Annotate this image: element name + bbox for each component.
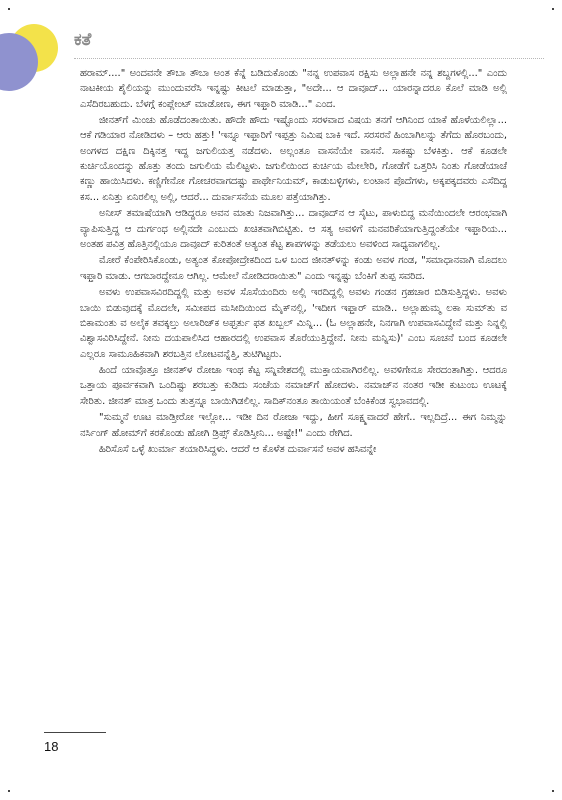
paragraph: ಹಿಂದೆ ಯಾವೊತ್ತೂ ಜೀನತ್‌ಳ ರೋಜಾ ಇಂಥ ಕೆಟ್ಟ ಸನ್ನಿವೇಶದಲ್ಲಿ ಮುಕ್ತಾಯವಾಗಿರಲಿಲ್ಲ. ಅವಳಿಗೇನೂ ಸೇರದಂತಾಗಿತ್ತು. ಆದರೂ ಒತ್ತಾಯ ಪೂರ್ವಕವಾಗಿ ಒಂದಿಷ್ಟು ಶರಬತ್ತು ಕುಡಿದು ಸಂಜೆಯ ನಮಾಜ್‌ಗೆ ಹೋದಳು. ನಮಾಜ್‌ನ ನಂತರ ಇಡೀ ಕುಟುಂಬ ಊಟಕ್ಕೆ ಸೇರಿತು. ಜೀನತ್ ಮಾತ್ರ ಒಂದು ತುತ್ತನ್ನೂ ಬಾಯಿಗಿಡಲಿಲ್ಲ. ಸಾದಿಕ್‌ನಂತೂ ತಾಯಿಯಂತೆ ಬೆಂಕಿಕೆಂಡ ಸ್ವಭಾವದಲ್ಲಿ. (80, 365, 507, 407)
paragraph: ಮೋರೆ ಕೆಂಪೇರಿಸಿಕೊಂಡು, ಅತ್ಯಂತ ಕೋಪೋದ್ರೇಕದಿಂದ ಒಳ ಬಂದ ಜೀನತ್‌ಳನ್ನು ಕಂಡು ಅವಳ ಗಂಡ, "ಸಮಾಧಾನವಾಗಿ ಮೊದಲು ಇಫ್ತಾರಿ ಮಾಡು. ಆಗಬಾರದ್ದೇನೂ ಆಗಿಲ್ಲ. ಆಮೇಲೆ ನೋಡಿದರಾಯಿತು" ಎಂದು ಇನ್ನಷ್ಟು ಬೆಂಕಿಗೆ ತುಪ್ಪ ಸವರಿದ. (80, 255, 507, 282)
paragraph: ಅವಳು ಉಪವಾಸವಿರದಿದ್ದಲ್ಲಿ ಮತ್ತು ಅವಳ ಸೊಸೆಯಂದಿರು ಅಲ್ಲಿ ಇರದಿದ್ದಲ್ಲಿ ಅವಳು ಗಂಡನ ಗ್ರಹಚಾರ ಬಿಡಿಸುತ್ತಿದ್ದಳು. ಅವಳು ಬಾಯಿ ಬಿಡುವುದಕ್ಕೆ ಮೊದಲೇ, ಸಮೀಪದ ಮಸೀದಿಯಿಂದ ಮೈಕ್‌ನಲ್ಲಿ, 'ಇದೀಗ ಇಫ್ತಾರ್ ಮಾಡಿ.. ಅಲ್ಲಾಹುಮ್ಮ ಲಕಾ ಸುಮ್‌ತು ವ ಬಿಕಾಮಂತು ವ ಅಲೈಕ ತವಕ್ಕಲ್ತು ಅಲಾರಿಜ್‌ಕ ಅಫ್ತರ್ತು ಫತ ಖಬ್ಬಲ್ ಮಿನ್ನಿ... (ಓ ಅಲ್ಲಾಹನೇ, ನಿನಗಾಗಿ ಉಪವಾಸವಿದ್ದೇನೆ ಮತ್ತು ನಿನ್ನಲ್ಲಿ ವಿಶ್ವಾಸವಿರಿಸಿದ್ದೇನೆ. ನೀನು ದಯಪಾಲಿಸಿದ ಆಹಾರದಲ್ಲಿ ಉಪವಾಸ ತೊರೆಯುತ್ತಿದ್ದೇನೆ. ನೀನು ಮನ್ನಿಸು)' ಎಂಬ ಸೂಚನೆ ಬಂದ ಕೂಡಲೇ ಎಲ್ಲರೂ ಸಾಮೂಹಿಕವಾಗಿ ಶರಬತ್ತಿನ ಲೋಟವನ್ನೆತ್ತಿ, ತುಟಿಗಿಟ್ಟರು. (80, 287, 507, 360)
header-dotted-rule (74, 58, 544, 59)
crop-mark (552, 8, 554, 10)
article-body (80, 66, 507, 459)
crop-mark (552, 790, 554, 792)
crop-mark (8, 790, 10, 792)
footer-rule (44, 732, 106, 733)
paragraph: ಅನೀಸ್ ತಮಾಷೆಯಾಗಿ ಆಡಿದ್ದರೂ ಅವನ ಮಾತು ನಿಜವಾಗಿತ್ತು... ದಾವೂದ್‌ನ ಆ ಸೈಟು, ಪಾಳುಬಿದ್ದ ಮನೆಯಿಂದಲೇ ಆರಂಭವಾಗಿ ವ್ಯಾಪಿಸುತ್ತಿದ್ದ ಆ ದುರ್ಗಂಧ ಅಲ್ಲಿನದೇ ಎಂಬುದು ಖಚಿತವಾಗಿಬಿಟ್ಟಿತು. ಆ ಸತ್ಯ ಅವಳಿಗೆ ಮನವರಿಕೆಯಾಗುತ್ತಿದ್ದಂತೆಯೇ ಇಫ್ತಾರಿಯ... ಅಂತಹ ಪವಿತ್ರ ಹೊತ್ತಿನಲ್ಲಿಯೂ ದಾವೂದ್ ಕುರಿತಂತೆ ಅತ್ಯಂತ ಕೆಟ್ಟ ಶಾಪಗಳನ್ನು ತಡೆಯಲು ಅವಳಿಂದ ಸಾಧ್ಯವಾಗಲಿಲ್ಲ. (80, 208, 507, 250)
paragraph: ಜೀನತ್‌ಗೆ ಮಿಂಚು ಹೊಡೆದಂತಾಯಿತು. ಹೌದೇ ಹೌದು ಇಷ್ಟೊಂದು ಸರಳವಾದ ವಿಷಯ ತನಗೆ ಆಗಿನಿಂದ ಯಾಕೆ ಹೊಳೆಯಲಿಲ್ಲಾ... ಆಕೆ ಗಡಿಯಾರ ನೋಡಿದಳು – ಆರು ಹತ್ತು! 'ಇನ್ನೂ ಇಫ್ತಾರಿಗೆ ಇಪ್ಪತ್ತು ನಿಮಿಷ ಬಾಕಿ ಇದೆ. ಸರಸರನೆ ಹಿಂಬಾಗಿಲನ್ನು ತೆಗೆದು ಹೊರಬಂದು, ಅಂಗಳದ ದಕ್ಷಿಣ ದಿಕ್ಕಿನತ್ತ ಇದ್ದ ಜಗುಲಿಯತ್ತ ನಡೆದಳು. ಅಲ್ಲಂತೂ ವಾಸನೆಯೇ ವಾಸನೆ. ಸಾಕಷ್ಟು ಬೆಳಕಿತ್ತು. ಆಕೆ ಕೂಡಲೇ ಕುರ್ಚಿಯೊಂದನ್ನು ಹೊತ್ತು ತಂದು ಜಗುಲಿಯ ಮೆಲಿಟ್ಟಳು. ಜಗುಲಿಯಿಂದ ಕುರ್ಚಿಯ ಮೇಲೇರಿ, ಗೋಡೆಗೆ ಒತ್ತರಿಸಿ ನಿಂತು ಗೋಡೆಯಾಚೆ ಕಣ್ಣು ಹಾಯಿಸಿದಳು. ಕಣ್ಣಿಗೇನೋ ಗೋಚರವಾಗದಷ್ಟು ಪಾರ್ಥೇನಿಯಮ್, ಕಾಡುಬಳ್ಳಿಗಳು, ಲಂಟಾನ ಪೊದೆಗಳು, ಅಕ್ಕಪಕ್ಕದವರು ಎಸೆದಿದ್ದ ಕಸ... ಏನಿತ್ತು ಏನಿರಲಿಲ್ಲ ಅಲ್ಲಿ, ಆದರೆ... ದುರ್ವಾಸನೆಯ ಮೂಲ ಪತ್ತೆಯಾಗಿತ್ತು. (80, 115, 507, 203)
crop-mark (8, 8, 10, 10)
paragraph: ಹಿರಿಸೊಸೆ ಒಳ್ಳೆ ಖುರ್ಮಾ ತಯಾರಿಸಿದ್ದಳು. ಆದರೆ ಆ ಕೊಳೆತ ದುರ್ವಾಸನೆ ಅವಳ ಹಸಿವನ್ನೇ (99, 444, 377, 456)
page-number: 18 (44, 739, 59, 754)
paragraph: "ಸುಮ್ಮನೆ ಊಟ ಮಾಡ್ತೀರೋ ಇಲ್ಲೋ... ಇಡೀ ದಿನ ರೋಜಾ ಇದ್ದು, ಹೀಗೆ ಸೂಕ್ಷ್ಮವಾದರೆ ಹೇಗೆ.. ಇಲ್ಲದಿದ್ರೆ... ಈಗ ನಿಮ್ಮನ್ನು ನರ್ಸಿಂಗ್ ಹೋಮ್‌ಗೆ ಕರಕೊಂಡು ಹೋಗಿ ಡ್ರಿಪ್ಸ್ ಕೊಡಿಸ್ತೀನಿ... ಅಷ್ಟೇ!" ಎಂದು ರೇಗಿದ. (80, 412, 507, 439)
paragraph: ಹರಾಮ್...." ಅಂದವನೇ ತೌಬಾ ತೌಬಾ ಅಂತ ಕೆನ್ನೆ ಬಡಿದುಕೊಂಡು "ನನ್ನ ಉಪವಾಸ ರಕ್ಷಿಸು ಅಲ್ಲಾಹನೇ ನನ್ನ ಶಬ್ದಗಳಲ್ಲಿ..." ಎಂದು ನಾಟಕೀಯ ಶೈಲಿಯನ್ನು ಮುಂದುವರೆಸಿ ಇನ್ನಷ್ಟು ಕೀಟಲೆ ಮಾಡುತ್ತಾ, "ಅದೇ... ಆ ದಾವೂದ್... ಯಾರನ್ನಾದರೂ ಕೊಲೆ ಮಾಡಿ ಅಲ್ಲಿ ಎಸೆದಿರಬಹುದು. ಬೆಳಗ್ಗೆ ಕಂಪ್ಲೇಂಟ್ ಮಾಡೋಣ, ಈಗ ಇಫ್ತಾರಿ ಮಾಡಿ..." ಎಂದ. (80, 68, 507, 110)
section-title: ಕತೆ (74, 30, 92, 50)
